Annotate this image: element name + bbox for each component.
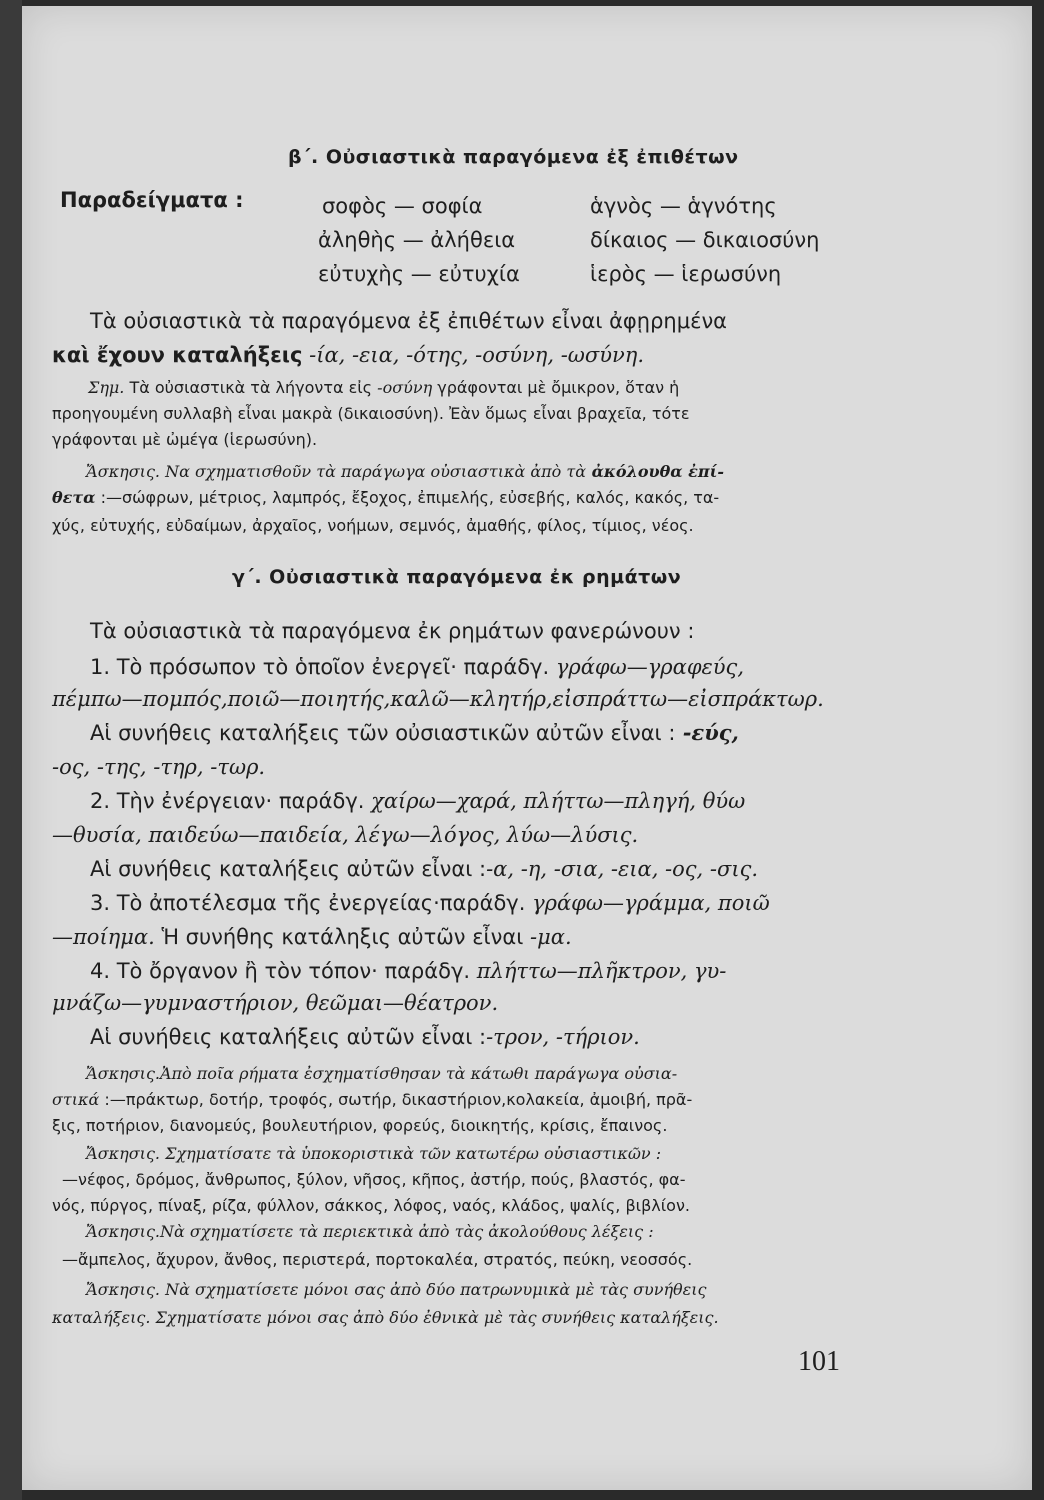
exercise-1-line-3: χύς, εὐτυχής, εὐδαίμων, ἀρχαῖος, νοήμων, σεμνός, ἀμαθής, φίλος, τίμιος, νέος.: [52, 516, 694, 535]
item-4-line-3: Αἱ συνήθεις καταλήξεις αὐτῶν εἶναι :-τρον, -τήριον.: [90, 1025, 640, 1049]
exercise-2-line-3: ξις, ποτήριον, διανομεύς, βουλευτήριον, φορεύς, διοικητής, κρίσις, ἔπαινος.: [52, 1116, 668, 1135]
item-4-line-1: 4. Τὸ ὄργανον ἢ τὸν τόπον· παράδγ. πλήττω—πλῆκτρον, γυ-: [90, 959, 727, 983]
item-1-line-4: -ος, -της, -τηρ, -τωρ.: [52, 755, 266, 779]
section-c-intro: Τὰ οὐσιαστικὰ τὰ παραγόμενα ἐκ ρημάτων φανερώνουν :: [90, 619, 695, 643]
item-1-line-2: πέμπω—πομπός,ποιῶ—ποιητής,καλῶ—κλητήρ,εἰσπράττω—εἰσπράκτωρ.: [52, 687, 824, 711]
item-3-line-1: 3. Τὸ ἀποτέλεσμα τῆς ἐνεργείας·παράδγ. γράφω—γράμμα, ποιῶ: [90, 891, 770, 915]
exercise-2-line-2: στικά :—πράκτωρ, δοτήρ, τροφός, σωτήρ, δικαστήριον,κολακεία, ἀμοιβή, πρᾶ-: [52, 1090, 693, 1109]
item-1-line-3: Αἱ συνήθεις καταλήξεις τῶν οὐσιαστικῶν αὐτῶν εἶναι : -εύς,: [90, 720, 739, 745]
note-line-3: γράφονται μὲ ὠμέγα (ἱερωσύνη).: [52, 430, 318, 449]
exercise-2-line-1: Ἄσκησις.Ἀπὸ ποῖα ρήματα ἐσχηματίσθησαν τὰ κάτωθι παράγωγα οὐσια-: [86, 1064, 678, 1083]
item-2-line-3: Αἱ συνήθεις καταλήξεις αὐτῶν εἶναι :-α, -η, -σια, -εια, -ος, -σις.: [90, 857, 759, 881]
item-4-line-2: μνάζω—γυμναστήριον, θεῶμαι—θέατρον.: [52, 991, 499, 1015]
item-2-line-1: 2. Τὴν ἐνέργειαν· παράδγ. χαίρω—χαρά, πλήττω—πληγή, θύω: [90, 789, 746, 813]
exercise-5-line-1: Ἄσκησις. Νὰ σχηματίσετε μόνοι σας ἀπὸ δύο πατρωνυμικὰ μὲ τὰς συνήθεις: [86, 1280, 707, 1299]
item-2-line-2: —θυσία, παιδεύω—παιδεία, λέγω—λόγος, λύω—λύσις.: [52, 823, 639, 847]
item-3-line-2: —ποίημα. Ἡ συνήθης κατάληξις αὐτῶν εἶναι -μα.: [52, 925, 572, 949]
exercise-3-line-1: Ἄσκησις. Σχηματίσατε τὰ ὑποκοριστικὰ τῶν κατωτέρω οὐσιαστικῶν :: [86, 1144, 662, 1163]
section-title-b: β΄. Οὐσιαστικὰ παραγόμενα ἐξ ἐπιθέτων: [288, 146, 739, 168]
exercise-1-line-2: θετα :—σώφρων, μέτριος, λαμπρός, ἔξοχος, ἐπιμελής, εὐσεβής, καλός, κακός, τα-: [52, 488, 720, 507]
example-left-1: σοφὸς — σοφία: [322, 194, 483, 218]
exercise-4-line-1: Ἄσκησις.Νὰ σχηματίσετε τὰ περιεκτικὰ ἀπὸ τὰς ἀκολούθους λέξεις :: [86, 1222, 654, 1241]
example-right-2: δίκαιος — δικαιοσύνη: [590, 228, 820, 252]
exercise-3-line-3: νός, πύργος, πίναξ, ρίζα, φύλλον, σάκκος, λόφος, ναός, κλάδος, ψαλίς, βιβλίον.: [52, 1196, 690, 1215]
section-title-c: γ΄. Οὐσιαστικὰ παραγόμενα ἐκ ρημάτων: [232, 566, 682, 588]
example-right-1: ἁγνὸς — ἁγνότης: [590, 194, 777, 218]
exercise-3-line-2: —νέφος, δρόμος, ἄνθρωπος, ξύλον, νῆσος, κῆπος, ἀστήρ, πούς, βλαστός, φα-: [62, 1170, 686, 1189]
item-1-line-1: 1. Τὸ πρόσωπον τὸ ὁποῖον ἐνεργεῖ· παράδγ. γράφω—γραφεύς,: [90, 655, 744, 679]
examples-label: Παραδείγματα :: [60, 188, 244, 212]
scan-edge: [0, 0, 22, 1500]
paragraph-b-line-2: καὶ ἔχουν καταλήξεις -ία, -εια, -ότης, -οσύνη, -ωσύνη.: [52, 343, 645, 367]
paragraph-b-line-1: Τὰ οὐσιαστικὰ τὰ παραγόμενα ἐξ ἐπιθέτων εἶναι ἀφῃρημένα: [90, 309, 728, 333]
example-left-2: ἀληθὴς — ἀλήθεια: [318, 228, 516, 252]
page-number: 101: [798, 1346, 840, 1377]
example-left-3: εὐτυχὴς — εὐτυχία: [318, 262, 520, 286]
exercise-1-line-1: Ἄσκησις. Να σχηματισθοῦν τὰ παράγωγα οὐσιαστικὰ ἀπὸ τὰ ἀκόλουθα ἐπί-: [86, 462, 724, 481]
example-right-3: ἱερὸς — ἱερωσύνη: [590, 262, 782, 286]
exercise-4-line-2: —ἄμπελος, ἄχυρον, ἄνθος, περιστερά, πορτοκαλέα, στρατός, πεύκη, νεοσσός.: [62, 1250, 693, 1269]
note-line-1: Σημ. Τὰ οὐσιαστικὰ τὰ λήγοντα εἰς -οσύνη γράφονται μὲ ὄμικρον, ὅταν ἡ: [88, 378, 680, 397]
note-line-2: προηγουμένη συλλαβὴ εἶναι μακρὰ (δικαιοσύνη). Ἐὰν ὅμως εἶναι βραχεῖα, τότε: [52, 404, 690, 423]
exercise-5-line-2: καταλήξεις. Σχηματίσατε μόνοι σας ἀπὸ δύο ἐθνικὰ μὲ τὰς συνήθεις καταλήξεις.: [52, 1308, 719, 1327]
